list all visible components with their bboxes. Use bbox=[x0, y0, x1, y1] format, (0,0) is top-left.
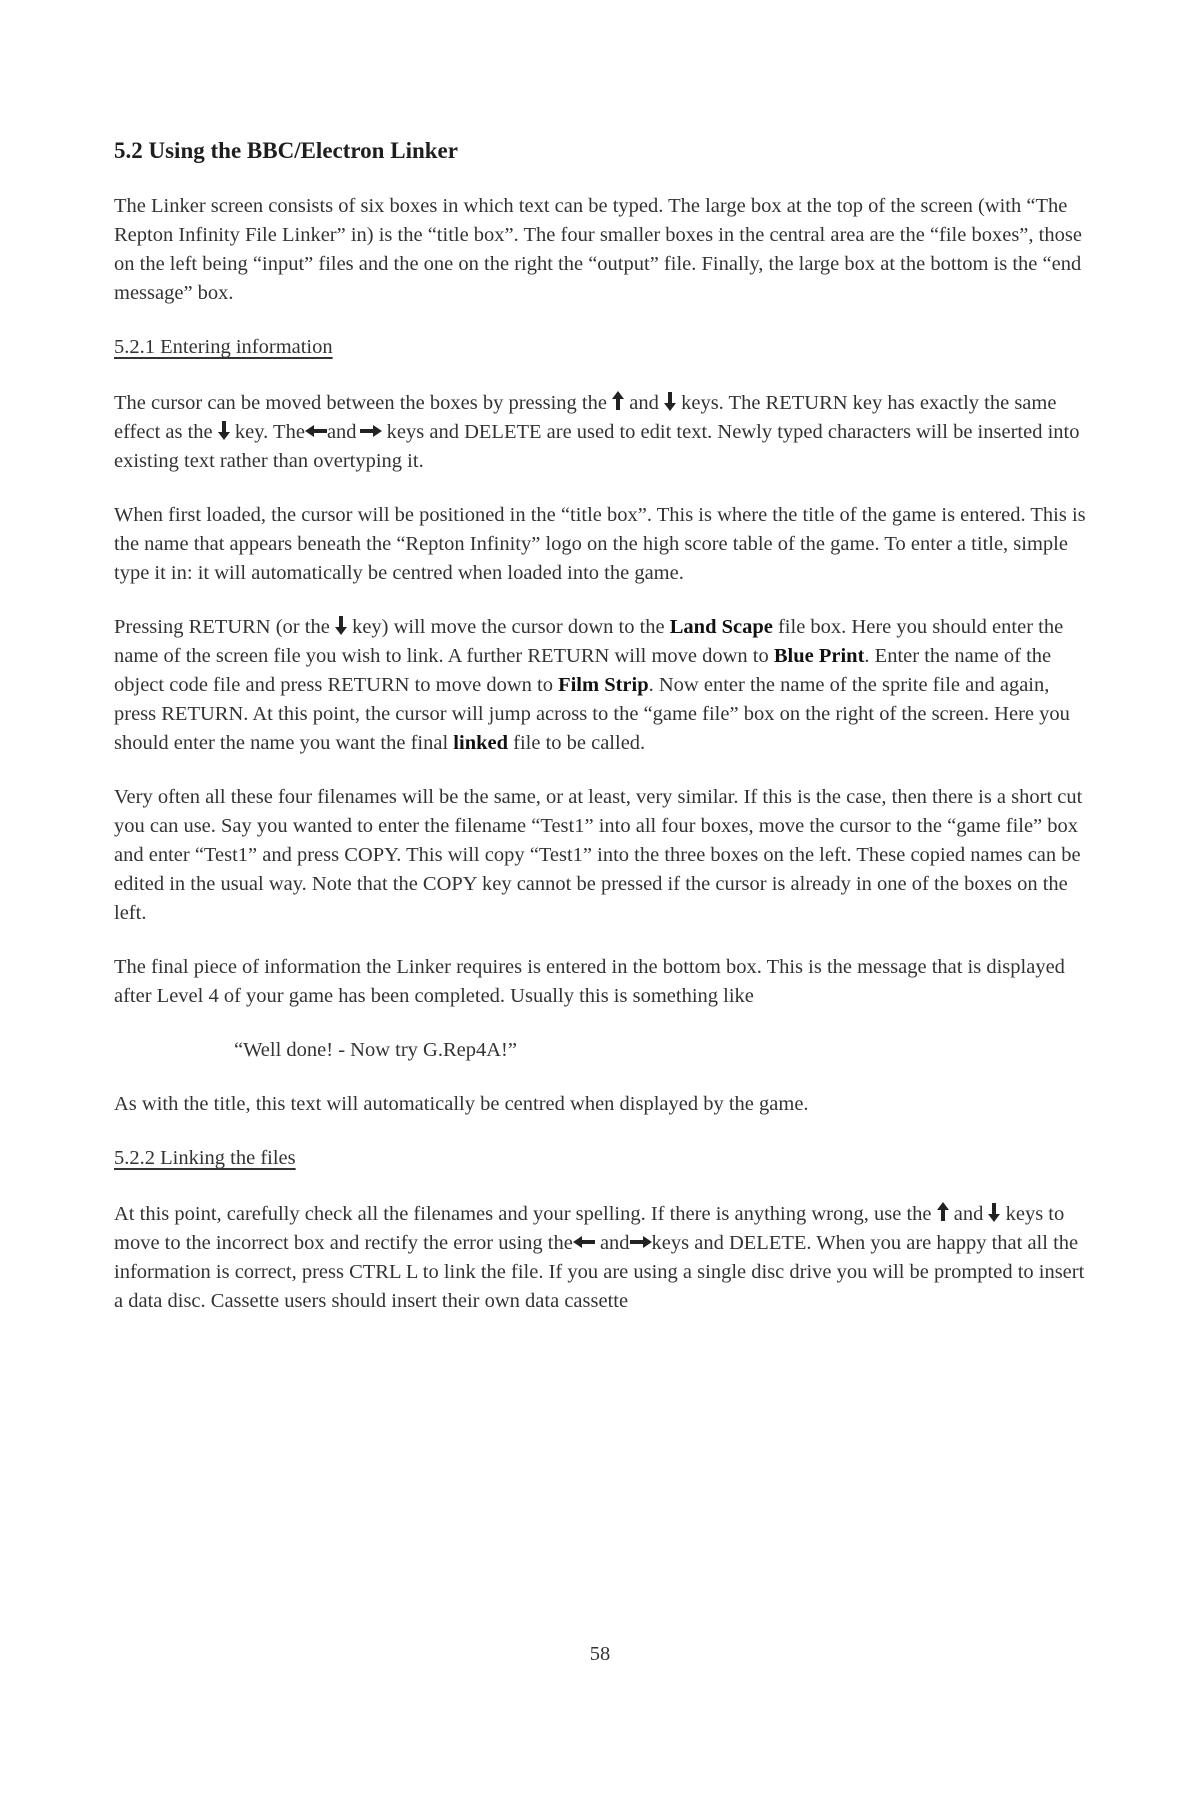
up-arrow-icon bbox=[612, 391, 624, 411]
paragraph-title-box: When first loaded, the cursor will be positioned in the “title box”. This is where the title of the game is entered. This is the name that appears beneath the “Repton Infinity” logo on the high score table of the game. To enter a title, simple type it in: it will automatically be centred when loaded into the game. bbox=[114, 504, 1086, 584]
text-span: keys. The RETURN key has exactly the same effect as the bbox=[114, 392, 1057, 443]
down-arrow-icon bbox=[218, 420, 230, 440]
left-arrow-icon bbox=[305, 425, 327, 437]
text-span: keys and DELETE. When you are happy that all the information is correct, press CTRL L to link the file. If you are using a single disc drive you will be prompted to insert a data disc. Cassette users should insert their own data cassette bbox=[114, 1232, 1085, 1312]
section-heading: 5.2 Using the BBC/Electron Linker bbox=[114, 138, 458, 163]
down-arrow-icon bbox=[335, 615, 347, 635]
text-span: At this point, carefully check all the filenames and your spelling. If there is anything wrong, use the bbox=[114, 1203, 937, 1225]
text-span: file to be called. bbox=[508, 732, 646, 754]
text-span: Pressing RETURN (or the bbox=[114, 616, 335, 638]
page-number: 58 bbox=[589, 1643, 611, 1665]
text-span: and bbox=[624, 392, 664, 414]
term-film-strip: Film Strip bbox=[558, 674, 649, 696]
text-span: The cursor can be moved between the boxes by pressing the bbox=[114, 392, 613, 414]
text-span: and bbox=[594, 1232, 630, 1254]
right-arrow-icon bbox=[360, 425, 382, 437]
term-land-scape: Land Scape bbox=[669, 616, 773, 638]
text-span: . Enter the name of the object code file and press RETURN to move down to bbox=[114, 645, 1052, 696]
text-span: file box. Here you should enter the name of the screen file you wish to link. A further RETURN will move down to bbox=[114, 616, 1064, 667]
down-arrow-icon bbox=[988, 1202, 1000, 1222]
subsection-title-entering: 5.2.1 Entering information bbox=[114, 336, 333, 358]
text-span: key) will move the cursor down to the bbox=[346, 616, 670, 638]
document-page bbox=[114, 138, 1094, 1341]
subsection-title-linking: 5.2.2 Linking the files bbox=[114, 1147, 296, 1169]
paragraph-linking bbox=[114, 1200, 1094, 1316]
text-span: keys to move to the incorrect box and rectify the error using the bbox=[114, 1203, 1065, 1254]
paragraph-file-boxes bbox=[114, 613, 1094, 758]
text-span: and bbox=[948, 1203, 989, 1225]
paragraph-end-message: The final piece of information the Linker requires is entered in the bottom box. This is the message that is displayed after Level 4 of your game has been completed. Usually this is something like bbox=[114, 956, 1065, 1007]
text-span: key. The bbox=[229, 421, 305, 443]
up-arrow-icon bbox=[937, 1202, 949, 1222]
term-linked: linked bbox=[453, 732, 508, 754]
text-span: keys and DELETE are used to edit text. Newly typed characters will be inserted into existing text rather than overtyping it. bbox=[114, 421, 1080, 472]
paragraph-cursor-keys bbox=[114, 389, 1094, 476]
paragraph-copy-shortcut: Very often all these four filenames will be the same, or at least, very similar. If this is the case, then there is a short cut you can use. Say you wanted to enter the filename “Test1” into all four boxes, move the cursor to the “game file” box and enter “Test1” and press COPY. This will copy “Test1” into the three boxes on the left. These copied names can be edited in the usual way. Note that the COPY key cannot be pressed if the cursor is already in one of the boxes on the left. bbox=[114, 786, 1083, 924]
right-arrow-icon bbox=[630, 1236, 652, 1248]
text-span: and bbox=[326, 421, 357, 443]
term-blue-print: Blue Print bbox=[773, 645, 865, 667]
down-arrow-icon bbox=[664, 391, 676, 411]
intro-paragraph: The Linker screen consists of six boxes in which text can be typed. The large box at the top of the screen (with “The Repton Infinity File Linker” in) is the “title box”. The four smaller boxes in the central area are the “file boxes”, those on the left being “input” files and the one on the right the “output” file. Finally, the large box at the bottom is the “end message” box. bbox=[114, 195, 1082, 304]
example-quote: “Well done! - Now try G.Rep4A!” bbox=[234, 1039, 517, 1061]
text-span: . Now enter the name of the sprite file and again, press RETURN. At this point, the cursor will jump across to the “game file” box on the right of the screen. Here you should enter the name you want the final bbox=[114, 674, 1070, 754]
left-arrow-icon bbox=[573, 1236, 595, 1248]
paragraph-centred: As with the title, this text will automatically be centred when displayed by the game. bbox=[114, 1093, 809, 1115]
